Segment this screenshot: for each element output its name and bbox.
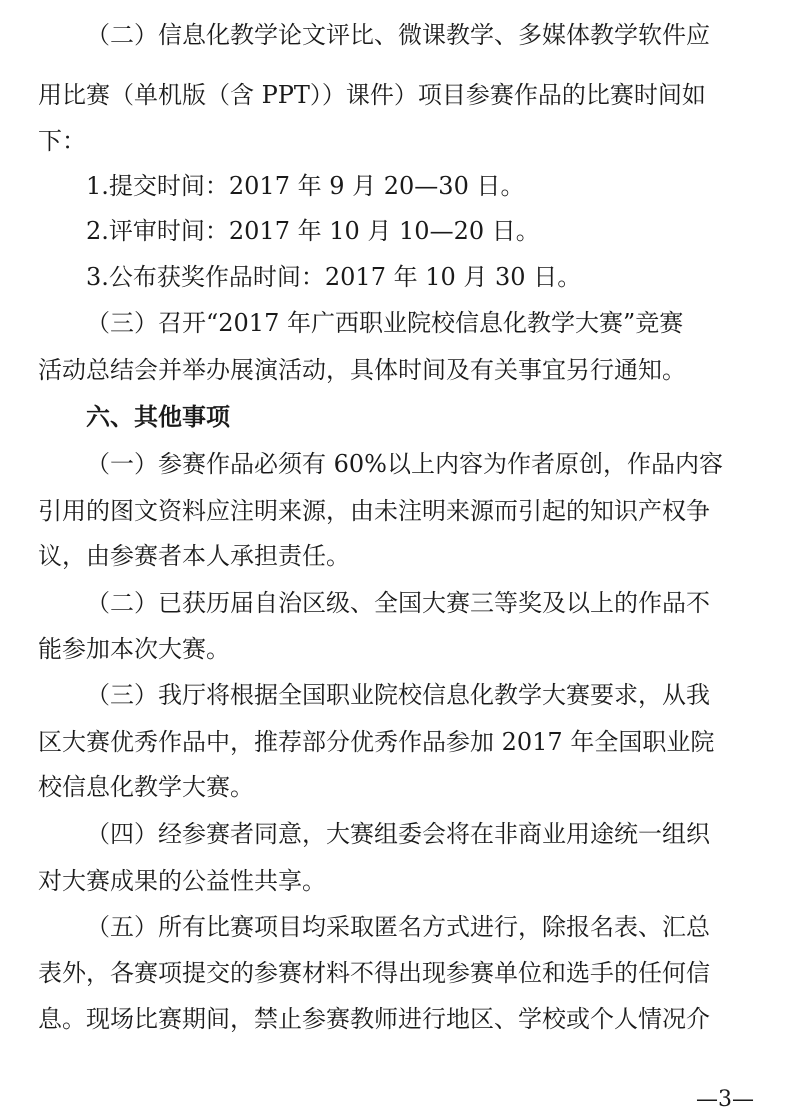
text-line: 校信息化教学大赛。: [38, 773, 254, 801]
text-line: （一）参赛作品必须有 60%以上内容为作者原创，作品内容: [86, 450, 723, 478]
text-line: （五）所有比赛项目均采取匿名方式进行，除报名表、汇总: [86, 913, 710, 941]
text-line: （二）信息化教学论文评比、微课教学、多媒体教学软件应: [86, 21, 710, 49]
text-line: 2.评审时间：2017 年 10 月 10—20 日。: [86, 217, 540, 245]
text-line: （三）我厅将根据全国职业院校信息化教学大赛要求，从我: [86, 681, 710, 709]
text-line: 息。现场比赛期间，禁止参赛教师进行地区、学校或个人情况介: [38, 1005, 710, 1033]
text-line: （四）经参赛者同意，大赛组委会将在非商业用途统一组织: [86, 820, 710, 848]
text-line: （二）已获历届自治区级、全国大赛三等奖及以上的作品不: [86, 589, 710, 617]
text-line: 表外，各赛项提交的参赛材料不得出现参赛单位和选手的任何信: [38, 959, 710, 987]
text-line: 对大赛成果的公益性共享。: [38, 867, 326, 895]
text-line: 能参加本次大赛。: [38, 635, 230, 663]
text-line: 引用的图文资料应注明来源，由未注明来源而引起的知识产权争: [38, 497, 710, 525]
text-line: （三）召开“2017 年广西职业院校信息化教学大赛”竞赛: [86, 309, 684, 337]
text-line: 区大赛优秀作品中，推荐部分优秀作品参加 2017 年全国职业院: [38, 728, 715, 756]
text-line: 下：: [38, 127, 86, 155]
page-number: —3—: [696, 1087, 754, 1112]
text-line: 1.提交时间：2017 年 9 月 20—30 日。: [86, 172, 525, 200]
text-line: 3.公布获奖作品时间：2017 年 10 月 30 日。: [86, 263, 582, 291]
text-line: 活动总结会并举办展演活动，具体时间及有关事宜另行通知。: [38, 356, 686, 384]
section-heading: 六、其他事项: [86, 403, 230, 431]
text-line: 用比赛（单机版（含 PPT））课件）项目参赛作品的比赛时间如: [38, 81, 706, 109]
text-line: 议，由参赛者本人承担责任。: [38, 542, 350, 570]
